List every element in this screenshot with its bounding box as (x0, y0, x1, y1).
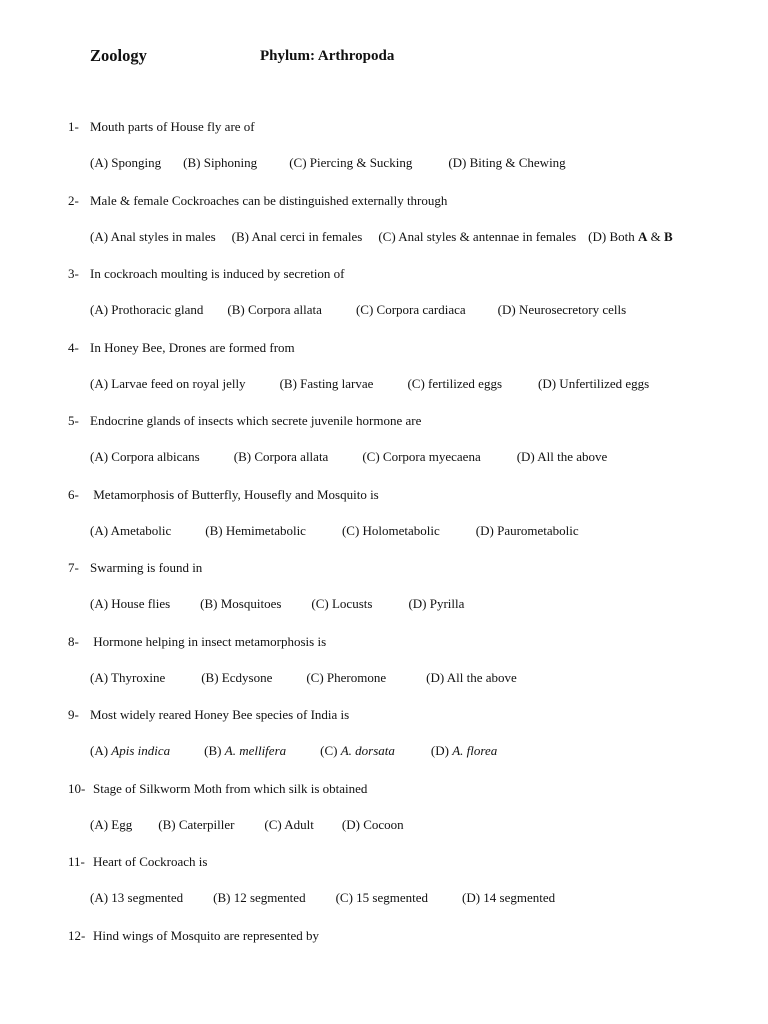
option-d-b: B (664, 228, 673, 244)
question-text: Hind wings of Mosquito are represented by (93, 927, 320, 943)
option-b: (B) Fasting larvae (279, 375, 374, 391)
options-row (90, 376, 669, 392)
options-row (90, 523, 599, 539)
option-c (320, 743, 395, 759)
option-d: (D) Unfertilized eggs (538, 375, 650, 391)
option-c: (C) fertilized eggs (407, 375, 503, 391)
option-b: (B) Siphoning (183, 155, 258, 170)
option-b: (B) 12 segmented (213, 890, 306, 905)
question-text: Metamorphosis of Butterfly, Housefly and Mosquito is (90, 486, 379, 502)
option-d: (D) All the above (426, 669, 517, 685)
option-a: (A) Egg (90, 816, 133, 832)
question-text: In Honey Bee, Drones are formed from (90, 339, 295, 355)
question-text: Mouth parts of House fly are of (90, 119, 255, 134)
option-d-amp: & (647, 228, 665, 244)
option-d: (D) Paurometabolic (475, 522, 579, 538)
option-b: (B) Corpora allata (227, 302, 322, 317)
option-c: (C) Anal styles & antennae in females (378, 228, 577, 244)
question-11 (68, 854, 748, 928)
option-b: (B) Mosquitoes (200, 596, 282, 611)
question-5 (68, 413, 748, 487)
question-number: 1- (68, 119, 79, 134)
option-c: (C) Corpora myecaena (362, 449, 481, 464)
option-c: (C) 15 segmented (335, 890, 428, 905)
option-a: (A) Thyroxine (90, 669, 166, 685)
options-row (90, 302, 646, 318)
option-d (588, 229, 673, 245)
question-2 (68, 193, 748, 267)
option-c: (C) Pheromone (306, 669, 387, 685)
options-row (90, 596, 484, 612)
species-name: Apis indica (111, 743, 171, 758)
option-d: (D) Cocoon (341, 816, 404, 832)
question-6 (68, 487, 748, 561)
option-a: (A) Sponging (90, 155, 162, 170)
question-number: 4- (68, 339, 79, 355)
question-number: 2- (68, 192, 79, 208)
option-a: (A) House flies (90, 596, 171, 611)
option-b (204, 743, 286, 759)
option-a: (A) Corpora albicans (90, 449, 200, 464)
subject-title: Zoology (90, 46, 147, 65)
options-row (90, 817, 424, 833)
option-b: (B) Anal cerci in females (231, 228, 363, 244)
option-prefix: (B) (204, 743, 225, 758)
species-name: A. dorsata (340, 743, 395, 758)
options-row (90, 743, 517, 759)
option-a: (A) Larvae feed on royal jelly (90, 375, 246, 391)
options-row (90, 449, 627, 465)
question-number: 3- (68, 266, 79, 281)
question-number: 5- (68, 413, 79, 428)
option-c: (C) Corpora cardiaca (355, 302, 466, 317)
option-b: (B) Ecdysone (201, 669, 273, 685)
option-d: (D) All the above (516, 449, 608, 464)
option-a: (A) Prothoracic gland (90, 302, 204, 317)
option-b: (B) Caterpiller (158, 816, 235, 832)
question-text: Endocrine glands of insects which secrete juvenile hormone are (90, 413, 422, 428)
question-number: 7- (68, 560, 79, 575)
options-row (90, 890, 575, 906)
question-number: 9- (68, 707, 79, 722)
question-1 (68, 119, 748, 193)
option-d: (D) Neurosecretory cells (497, 302, 627, 317)
option-c: (C) Piercing & Sucking (289, 155, 413, 170)
question-text: Hormone helping in insect metamorphosis is (90, 633, 327, 649)
question-text: Swarming is found in (90, 560, 203, 575)
option-d: (D) Biting & Chewing (448, 155, 566, 170)
option-c: (C) Holometabolic (341, 522, 440, 538)
question-text: In cockroach moulting is induced by secretion of (90, 266, 345, 281)
question-4 (68, 340, 748, 414)
options-row (90, 229, 693, 245)
question-text: Heart of Cockroach is (93, 854, 208, 869)
question-number: 10- (68, 780, 86, 796)
option-b: (B) Corpora allata (233, 449, 329, 464)
sheet-header (90, 46, 690, 68)
option-d-a: A (638, 228, 648, 244)
question-number: 11- (68, 854, 85, 869)
option-c: (C) Adult (264, 816, 314, 832)
options-row (90, 670, 537, 686)
question-7 (68, 560, 748, 634)
option-b: (B) Hemimetabolic (205, 522, 306, 538)
option-prefix: (A) (90, 743, 112, 758)
question-list (68, 119, 748, 1001)
option-prefix: (D) (430, 743, 453, 758)
question-text: Male & female Cockroaches can be distinguished externally through (90, 192, 448, 208)
option-d: (D) Pyrilla (408, 596, 465, 611)
option-prefix: (C) (320, 743, 341, 758)
species-name: A. florea (452, 743, 498, 758)
option-a: (A) 13 segmented (90, 890, 184, 905)
options-row (90, 155, 586, 171)
option-a (90, 743, 170, 759)
question-number: 6- (68, 486, 79, 502)
option-c: (C) Locusts (311, 596, 373, 611)
option-d: (D) 14 segmented (461, 890, 556, 905)
question-text: Stage of Silkworm Moth from which silk is obtained (93, 780, 368, 796)
question-10 (68, 781, 748, 855)
species-name: A. mellifera (224, 743, 287, 758)
question-3 (68, 266, 748, 340)
question-number: 12- (68, 927, 86, 943)
question-8 (68, 634, 748, 708)
option-a: (A) Anal styles in males (90, 228, 216, 244)
question-number: 8- (68, 633, 79, 649)
option-d (431, 743, 497, 759)
phylum-title: Phylum: Arthropoda (260, 48, 395, 64)
option-a: (A) Ametabolic (90, 522, 172, 538)
question-12 (68, 928, 748, 1002)
question-9 (68, 707, 748, 781)
question-text: Most widely reared Honey Bee species of India is (90, 707, 350, 722)
option-d-prefix: (D) Both (588, 228, 639, 244)
